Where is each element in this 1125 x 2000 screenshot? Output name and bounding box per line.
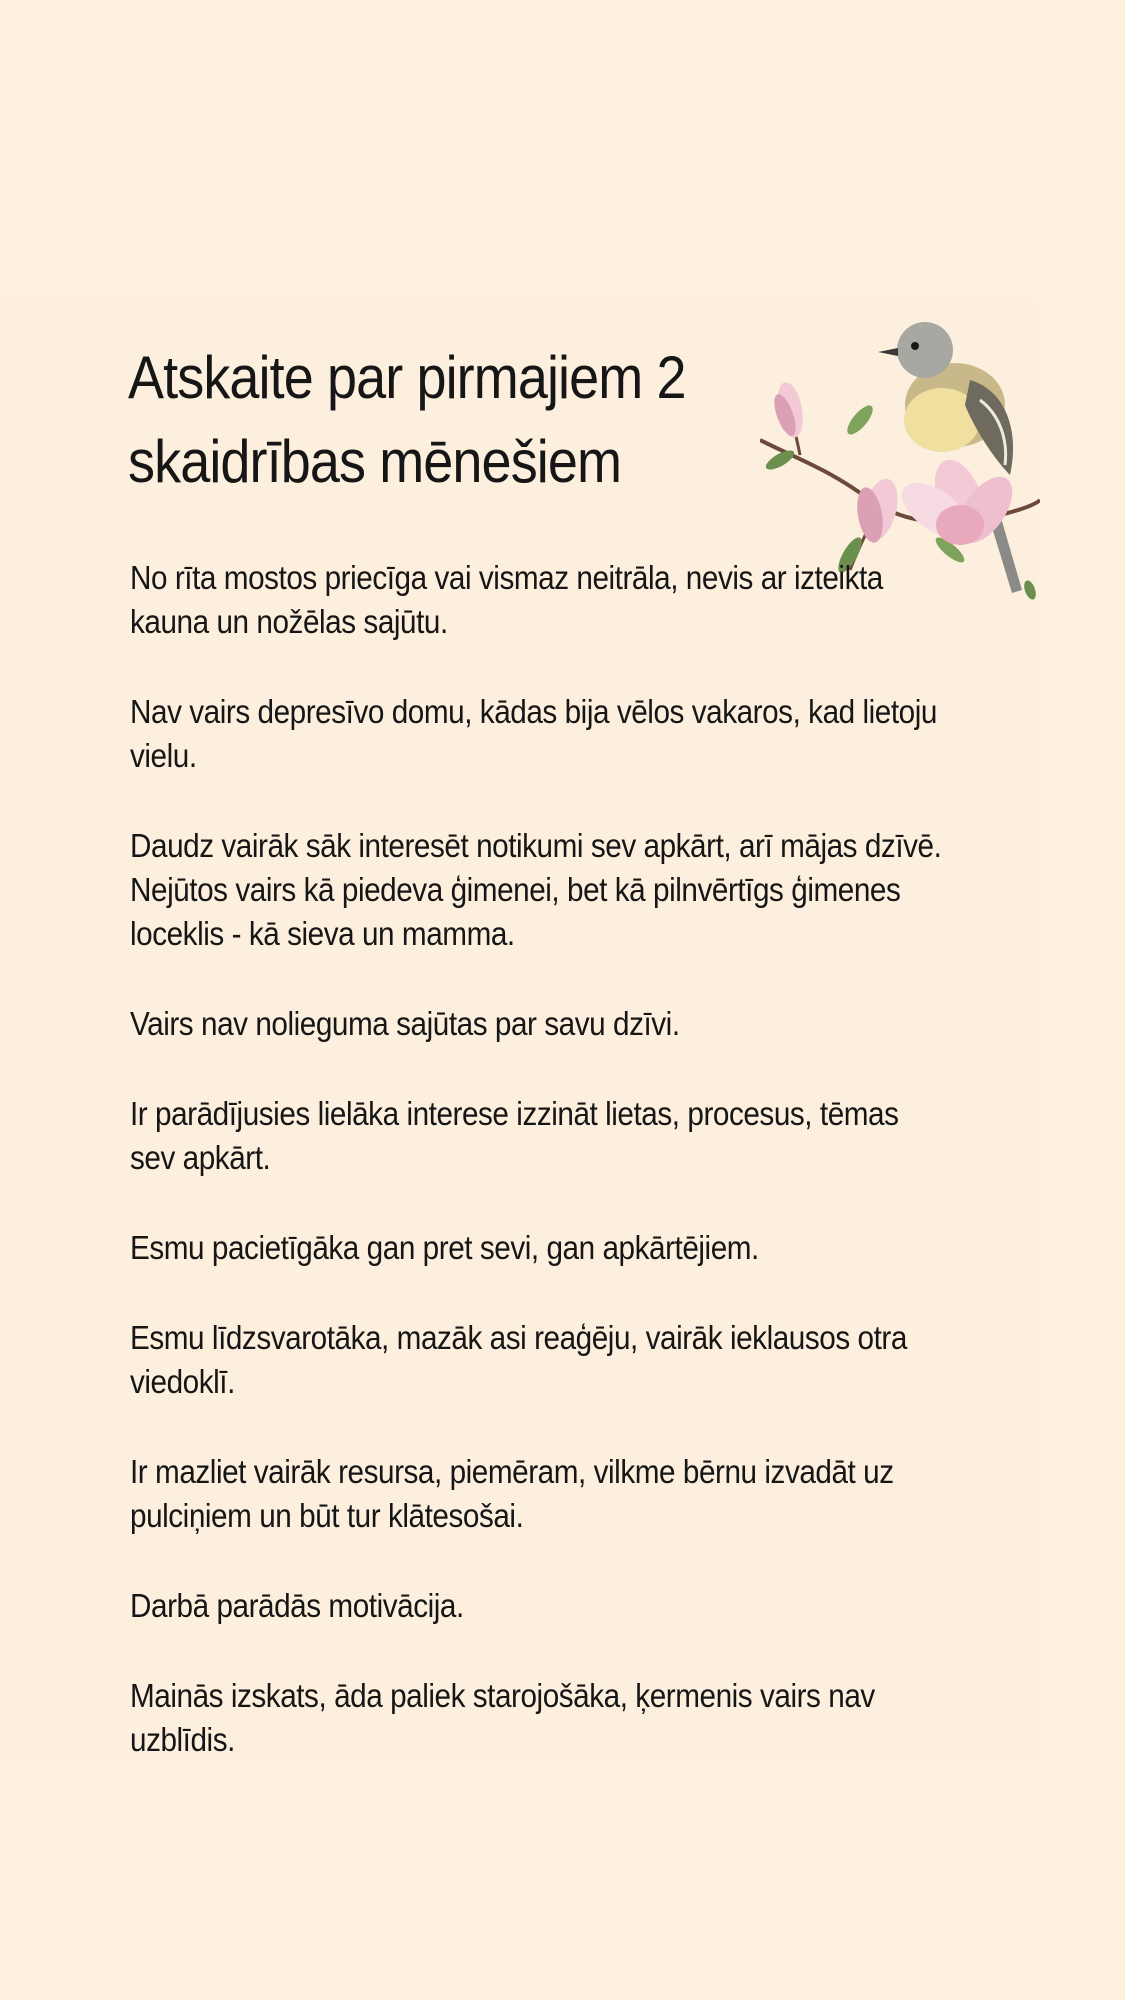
bird-beak bbox=[878, 348, 898, 356]
list-item: Mainās izskats, āda paliek starojošāka, ķermenis vairs nav uzblīdis. bbox=[130, 1677, 875, 1758]
list-item: Ir mazliet vairāk resursa, piemēram, vilkme bērnu izvadāt uz pulciņiem un būt tur klātesošai. bbox=[130, 1453, 894, 1534]
list-item: Esmu pacietīgāka gan pret sevi, gan apkārtējiem. bbox=[130, 1229, 759, 1266]
leaf bbox=[1022, 579, 1038, 601]
title-line-1: Atskaite par pirmajiem 2 bbox=[128, 344, 686, 411]
content-list bbox=[130, 556, 990, 1808]
magnolia-bud bbox=[853, 475, 903, 545]
list-item: Daudz vairāk sāk interesēt notikumi sev apkārt, arī mājas dzīvē. Nejūtos vairs kā piedeva ģimenei, bet kā pilnvērtīgs ģimenes loceklis - kā sieva un mamma. bbox=[130, 827, 942, 952]
list-item: No rīta mostos priecīga vai vismaz neitrāla, nevis ar izteikta kauna un nožēlas sajūtu. bbox=[130, 559, 883, 640]
bird-eye bbox=[911, 342, 919, 350]
title-line-2: skaidrības mēnešiem bbox=[128, 428, 622, 495]
list-item: Vairs nav nolieguma sajūtas par savu dzīvi. bbox=[130, 1005, 680, 1042]
page-title bbox=[128, 336, 758, 504]
leaf bbox=[843, 402, 877, 439]
list-item: Esmu līdzsvarotāka, mazāk asi reaģēju, vairāk ieklausos otra viedoklī. bbox=[130, 1319, 907, 1400]
bird-head bbox=[897, 322, 953, 378]
magnolia-bud bbox=[770, 380, 807, 439]
list-item: Nav vairs depresīvo domu, kādas bija vēlos vakaros, kad lietoju vielu. bbox=[130, 693, 937, 774]
list-item: Ir parādījusies lielāka interese izzināt lietas, procesus, tēmas sev apkārt. bbox=[130, 1095, 899, 1176]
list-item: Darbā parādās motivācija. bbox=[130, 1587, 464, 1624]
